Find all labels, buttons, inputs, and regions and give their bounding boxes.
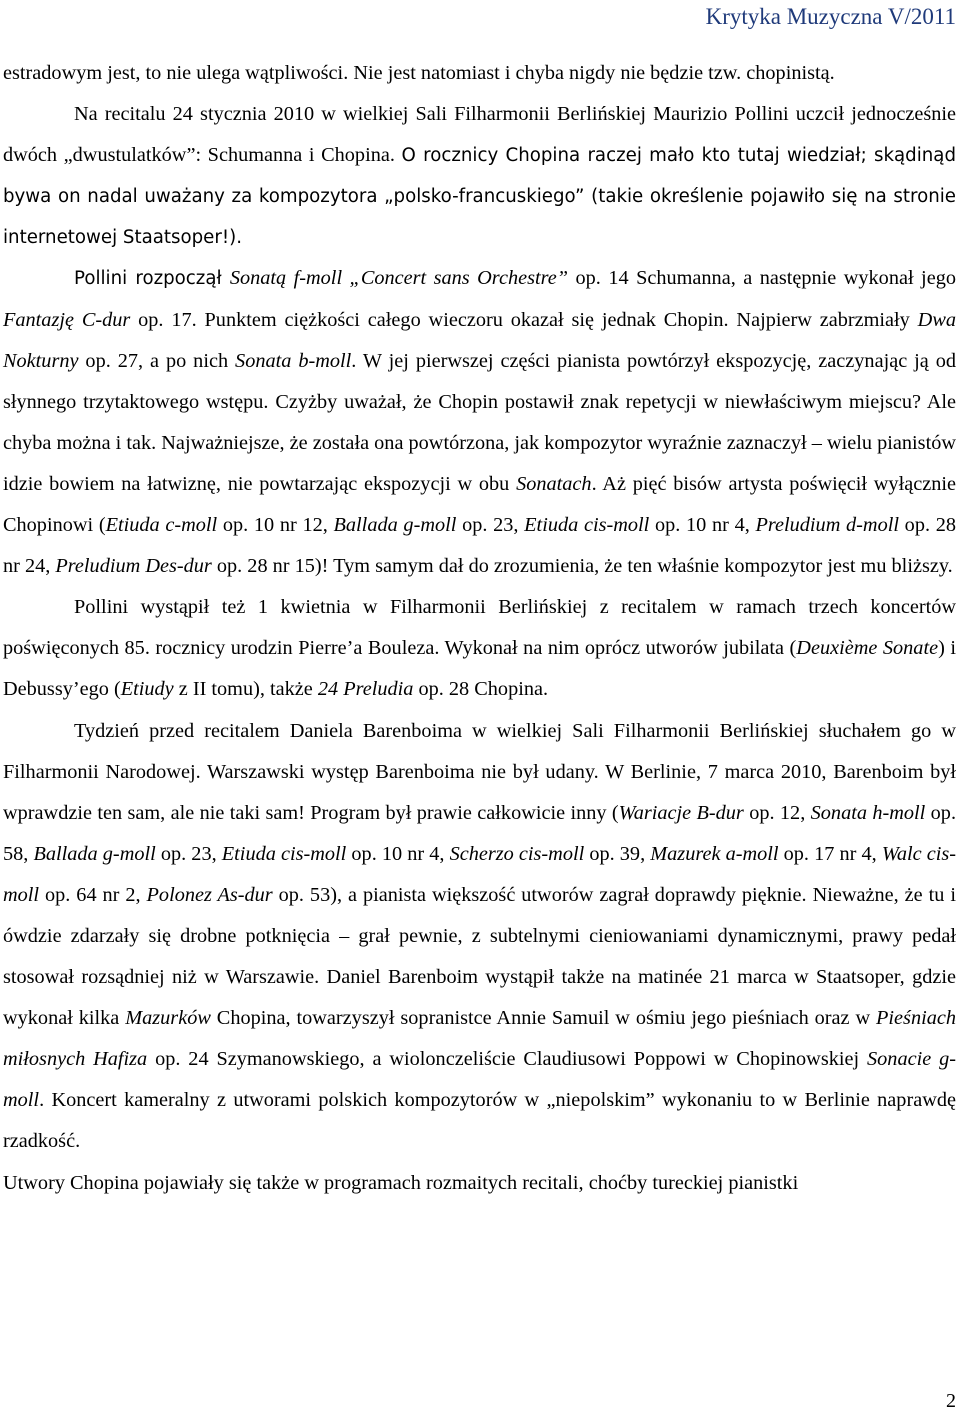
p4-text: z II tomu), także xyxy=(173,678,318,701)
p3-text: . Aż pięć bisów artysta poświęcił wyłącznie Chopinowi ( xyxy=(3,472,956,537)
work-title: Deuxième Sonate xyxy=(796,637,939,660)
work-title: Scherzo cis-moll xyxy=(449,842,585,865)
work-title: Ballada g-moll xyxy=(33,842,156,865)
work-title: Etiuda cis-moll xyxy=(524,514,650,537)
work-title: Sonata h-moll xyxy=(810,801,926,824)
p4-text: op. 28 Chopina. xyxy=(413,678,549,701)
work-title: Mazurków xyxy=(125,1007,211,1030)
p2-sentence-1: Na recitalu 24 stycznia 2010 w wielkiej Sali Filharmonii Berlińskiej Maurizio Pollini uczcił jednocześnie dwóch „dwustulatków”: Schumanna i Chopina. xyxy=(3,103,956,167)
work-title: Mazurek a-moll xyxy=(650,842,779,865)
p3-text: op. 28 nr 24, xyxy=(3,514,956,578)
work-title: Walc cis-moll xyxy=(3,842,957,906)
p3-text: op. 27, a po nich xyxy=(78,349,236,372)
paragraph-5 xyxy=(3,711,956,1163)
paragraph-3 xyxy=(3,258,956,587)
p5-text: op. 64 nr 2, xyxy=(39,883,147,906)
p3-text: op. 14 Schumanna, a następnie wykonał jego xyxy=(568,267,956,290)
p5-text: Chopina, towarzyszył sopranistce Annie Samuil w ośmiu jego pieśniach oraz w xyxy=(210,1007,877,1030)
p5-text: op. 17 nr 4, xyxy=(778,842,882,865)
work-title: Ballada g-moll xyxy=(333,514,457,537)
work-title: Sonatą f-moll „Concert sans Orchestre” xyxy=(229,267,569,290)
p5-text: Tydzień przed recitalem Daniela Barenboima w wielkiej Sali Filharmonii Berlińskiej słuchałem go w Filharmonii Narodowej. Warszawski występ Barenboima nie był udany. W Berlinie, 7 marca 2010, Barenboim był wprawdzie ten sam, ale nie taki sam! Program był prawie całkowicie inny ( xyxy=(3,719,956,824)
p5-text: op. 53), a pianista większość utworów zagrał doprawdy pięknie. Nieważne, że tu i ówdzie zdarzały się drobne potknięcia – grał pewnie, z subtelnymi cieniowaniami dynamicznymi, prawy pedał stosował rozsądniej niż w Warszawie. Daniel Barenboim wystąpił także na matinée 21 marca w Staatsoper, gdzie wykonał kilka xyxy=(3,883,956,1030)
p3-text: op. 10 nr 12, xyxy=(217,514,334,537)
work-title: Fantazję C-dur xyxy=(3,308,131,331)
work-title: Preludium d-moll xyxy=(755,514,899,537)
work-title: Sonacie g-moll xyxy=(3,1048,956,1112)
p4-text: ) i Debussy’ego ( xyxy=(3,637,956,701)
p4-text: Pollini wystąpił też 1 kwietnia w Filharmonii Berlińskiej z recitalem w ramach trzech koncertów poświęconych 85. rocznicy urodzin Pierre’a Bouleza. Wykonał na nim oprócz utworów jubilata ( xyxy=(3,596,956,660)
work-title: Preludium Des-dur xyxy=(55,555,212,578)
p3-text: op. 10 nr 4, xyxy=(649,514,756,537)
paragraph-2 xyxy=(3,94,956,258)
p3-text: Pollini rozpoczął xyxy=(74,268,230,290)
p5-text: op. 58, xyxy=(3,801,957,865)
p5-text: op. 12, xyxy=(743,801,811,824)
journal-header: Krytyka Muzyczna V/2011 xyxy=(705,4,956,29)
work-title: Polonez As-dur xyxy=(146,883,273,906)
p3-text: op. 23, xyxy=(456,514,525,537)
page-number: 2 xyxy=(946,1390,956,1412)
work-title: Sonata b-moll xyxy=(235,349,352,372)
p5-text: op. 24 Szymanowskiego, a wiolonczeliście Claudiusowi Poppowi w Chopinowskiej xyxy=(147,1048,868,1071)
p5-text: . Koncert kameralny z utworami polskich kompozytorów w „niepolskim” wykonaniu to w Berlinie naprawdę rzadkość. xyxy=(3,1089,956,1153)
paragraph-1: estradowym jest, to nie ulega wątpliwości. Nie jest natomiast i chyba nigdy nie będzie tzw. chopinistą. xyxy=(3,62,835,84)
p5-text: op. 23, xyxy=(155,842,222,865)
p5-text: op. 10 nr 4, xyxy=(346,842,450,865)
work-title: Etiuda cis-moll xyxy=(221,842,347,865)
work-title: 24 Preludia xyxy=(317,678,414,701)
p5-text: op. 39, xyxy=(584,842,651,865)
paragraph-6: Utwory Chopina pojawiały się także w programach rozmaitych recitali, choćby tureckiej pianistki xyxy=(3,1171,799,1194)
work-title: Etiudy xyxy=(120,678,174,701)
p2-sentence-2: O rocznicy Chopina raczej mało kto tutaj wiedział; skądinąd bywa on nadal uważany za kompozytora „polsko-francuskiego” (takie określenie pojawiło się na stronie internetowej Staatsoper!). xyxy=(3,145,956,249)
work-title: Dwa Nokturny xyxy=(3,308,956,372)
work-title: Pieśniach miłosnych Hafiza xyxy=(3,1007,957,1071)
work-title: Etiuda c-moll xyxy=(105,514,218,537)
work-title: Sonatach xyxy=(516,472,592,495)
article-body xyxy=(3,53,956,1204)
paragraph-4 xyxy=(3,587,956,710)
p3-text: . W jej pierwszej części pianista powtórzył ekspozycję, zaczynając ją od słynnego trzytaktowego wstępu. Czyżby uważał, że Chopin postawił znak repetycji w niewłaściwym miejscu? Ale chyba można i tak. Najważniejsze, że została ona powtórzona, jak kompozytor wyraźnie zaznaczył – wielu pianistów idzie bowiem na łatwiznę, nie powtarzając ekspozycji w obu xyxy=(3,349,957,495)
p3-text: op. 28 nr 15)! Tym samym dał do zrozumienia, że ten właśnie kompozytor jest mu bliższy. xyxy=(211,555,953,578)
p3-text: op. 17. Punktem ciężkości całego wieczoru okazał się jednak Chopin. Najpierw zabrzmiały xyxy=(130,308,918,331)
work-title: Wariacje B-dur xyxy=(618,801,744,824)
